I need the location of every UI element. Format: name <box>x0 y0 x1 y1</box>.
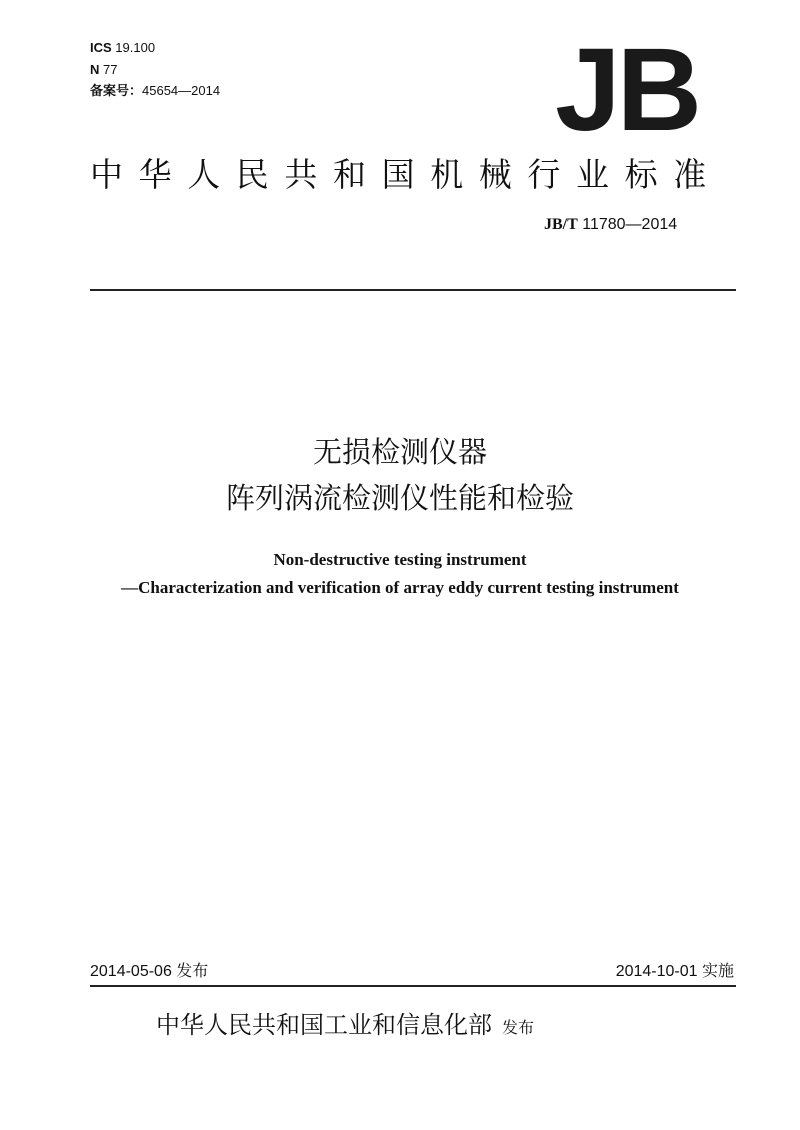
registration-label: 备案号： <box>90 83 143 98</box>
ics-value: 19.100 <box>115 40 156 55</box>
document-title-en-line1: Non-destructive testing instrument <box>273 550 527 569</box>
implementation-date <box>616 960 734 983</box>
standard-code <box>500 214 736 236</box>
bottom-divider <box>90 985 736 987</box>
document-title-en-line2: —Characterization and verification of array eddy current testing instrument <box>121 578 679 597</box>
publisher-suffix: 发布 <box>502 1018 535 1037</box>
classification-label: N <box>90 62 100 77</box>
issue-date-label: 发布 <box>176 961 209 980</box>
publisher <box>156 1008 534 1045</box>
implementation-date-value: 2014-10-01 <box>615 963 698 980</box>
standard-code-value: 11780—2014 <box>582 216 678 233</box>
document-title-cn-line2: 阵列涡流检测仪性能和检验 <box>225 481 574 515</box>
jb-logo: JB <box>555 24 698 156</box>
top-divider <box>90 289 736 291</box>
implementation-date-label: 实施 <box>701 961 734 980</box>
ics-code <box>90 38 155 58</box>
classification-value: 77 <box>103 62 118 77</box>
document-title-cn-line1: 无损检测仪器 <box>312 435 487 469</box>
publisher-name: 中华人民共和国工业和信息化部 <box>156 1011 492 1039</box>
ics-label: ICS <box>90 40 112 55</box>
issue-date <box>90 960 208 983</box>
issue-date-value: 2014-05-06 <box>90 963 172 980</box>
standard-code-prefix: JB/T <box>544 216 578 233</box>
classification-code <box>90 60 117 80</box>
registration-value: 45654—2014 <box>142 83 221 98</box>
registration-number <box>90 81 220 101</box>
standard-category-title: 中华人民共和国机械行业标准 <box>90 155 722 194</box>
